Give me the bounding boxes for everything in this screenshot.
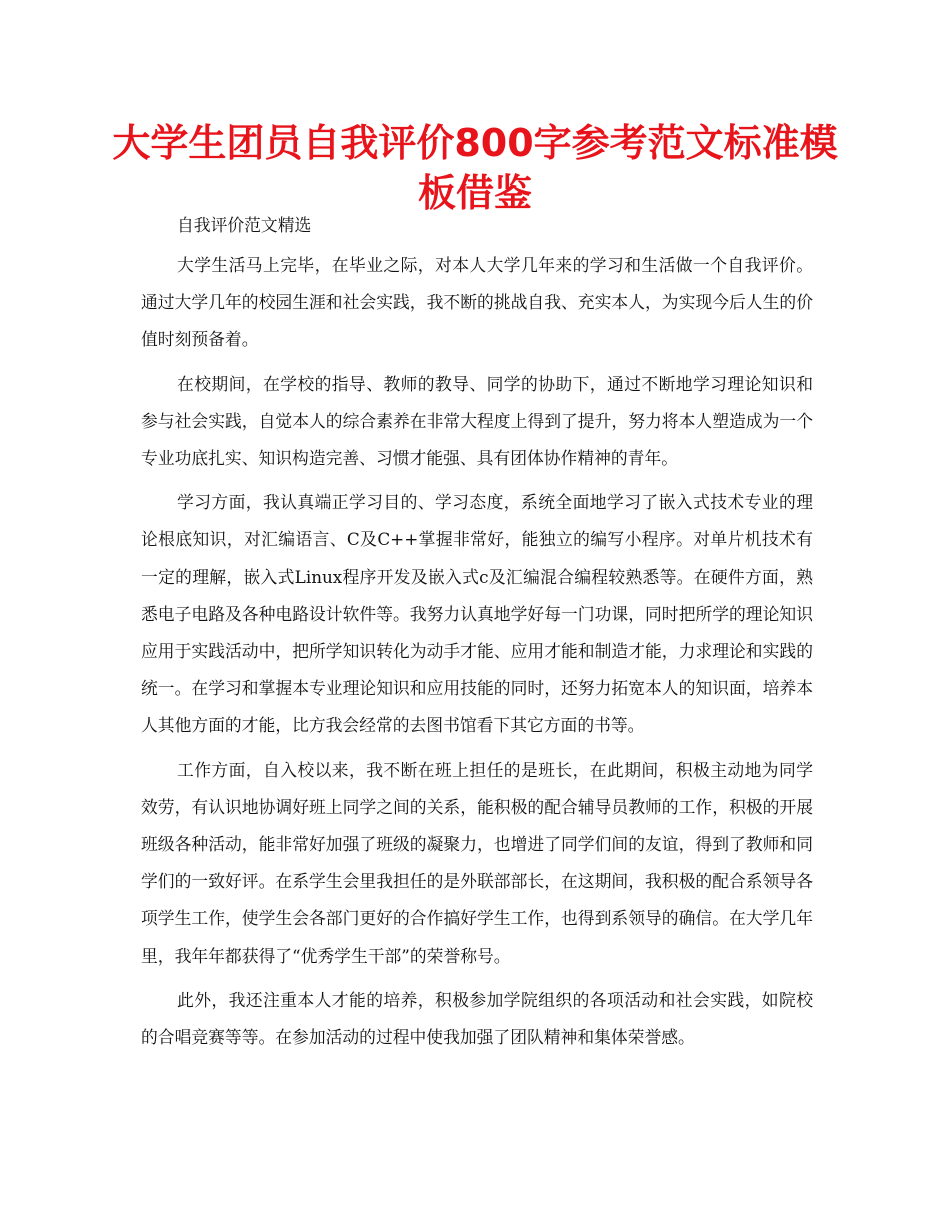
paragraph: 工作方面，自入校以来，我不断在班上担任的是班长，在此期间，积极主动地为同学效劳，有认识地协调好班上同学之间的关系，能积极的配合辅导员教师的工作，积极的开展班级各种活动，能非常好加强了班级的凝聚力，也增进了同学们间的友谊，得到了教师和同学们的一致好评。在系学生会里我担任的是外联部部长，在这期间，我积极的配合系领导各项学生工作，使学生会各部门更好的合作搞好学生工作，也得到系领导的确信。在大学几年里，我年年都获得了“优秀学生干部”的荣誉称号。 [141,759,813,966]
paragraph: 大学生活马上完毕，在毕业之际，对本人大学几年来的学习和生活做一个自我评价。通过大学几年的校园生涯和社会实践，我不断的挑战自我、充实本人，为实现今后人生的价值时刻预备着。 [141,255,813,350]
document-title: 大学生团员自我评价800字参考范文标准模板借鉴 [112,121,838,215]
document-body [141,210,813,1056]
paragraph: 在校期间，在学校的指导、教师的教导、同学的协助下，通过不断地学习理论知识和参与社会实践，自觉本人的综合素养在非常大程度上得到了提升，努力将本人塑造成为一个专业功底扎实、知识构造完善、习惯才能强、具有团体协作精神的青年。 [141,373,813,469]
paragraph: 学习方面，我认真端正学习目的、学习态度，系统全面地学习了嵌入式技术专业的理论根底知识，对汇编语言、C及C++掌握非常好，能独立的编写小程序。对单片机技术有一定的理解，嵌入式Linux程序开发及嵌入式c及汇编混合编程较熟悉等。在硬件方面，熟悉电子电路及各种电路设计软件等。我努力认真地学好每一门功课，同时把所学的理论知识应用于实践活动中，把所学知识转化为动手才能、应用才能和制造才能，力求理论和实践的统一。在学习和掌握本专业理论知识和应用技能的同时，还努力拓宽本人的知识面，培养本人其他方面的才能，比方我会经常的去图书馆看下其它方面的书等。 [141,492,813,736]
paragraph: 此外，我还注重本人才能的培养，积极参加学院组织的各项活动和社会实践，如院校的合唱竞赛等等。在参加活动的过程中使我加强了团队精神和集体荣誉感。 [141,989,813,1048]
document-subtitle: 自我评价范文精选 [177,215,312,235]
